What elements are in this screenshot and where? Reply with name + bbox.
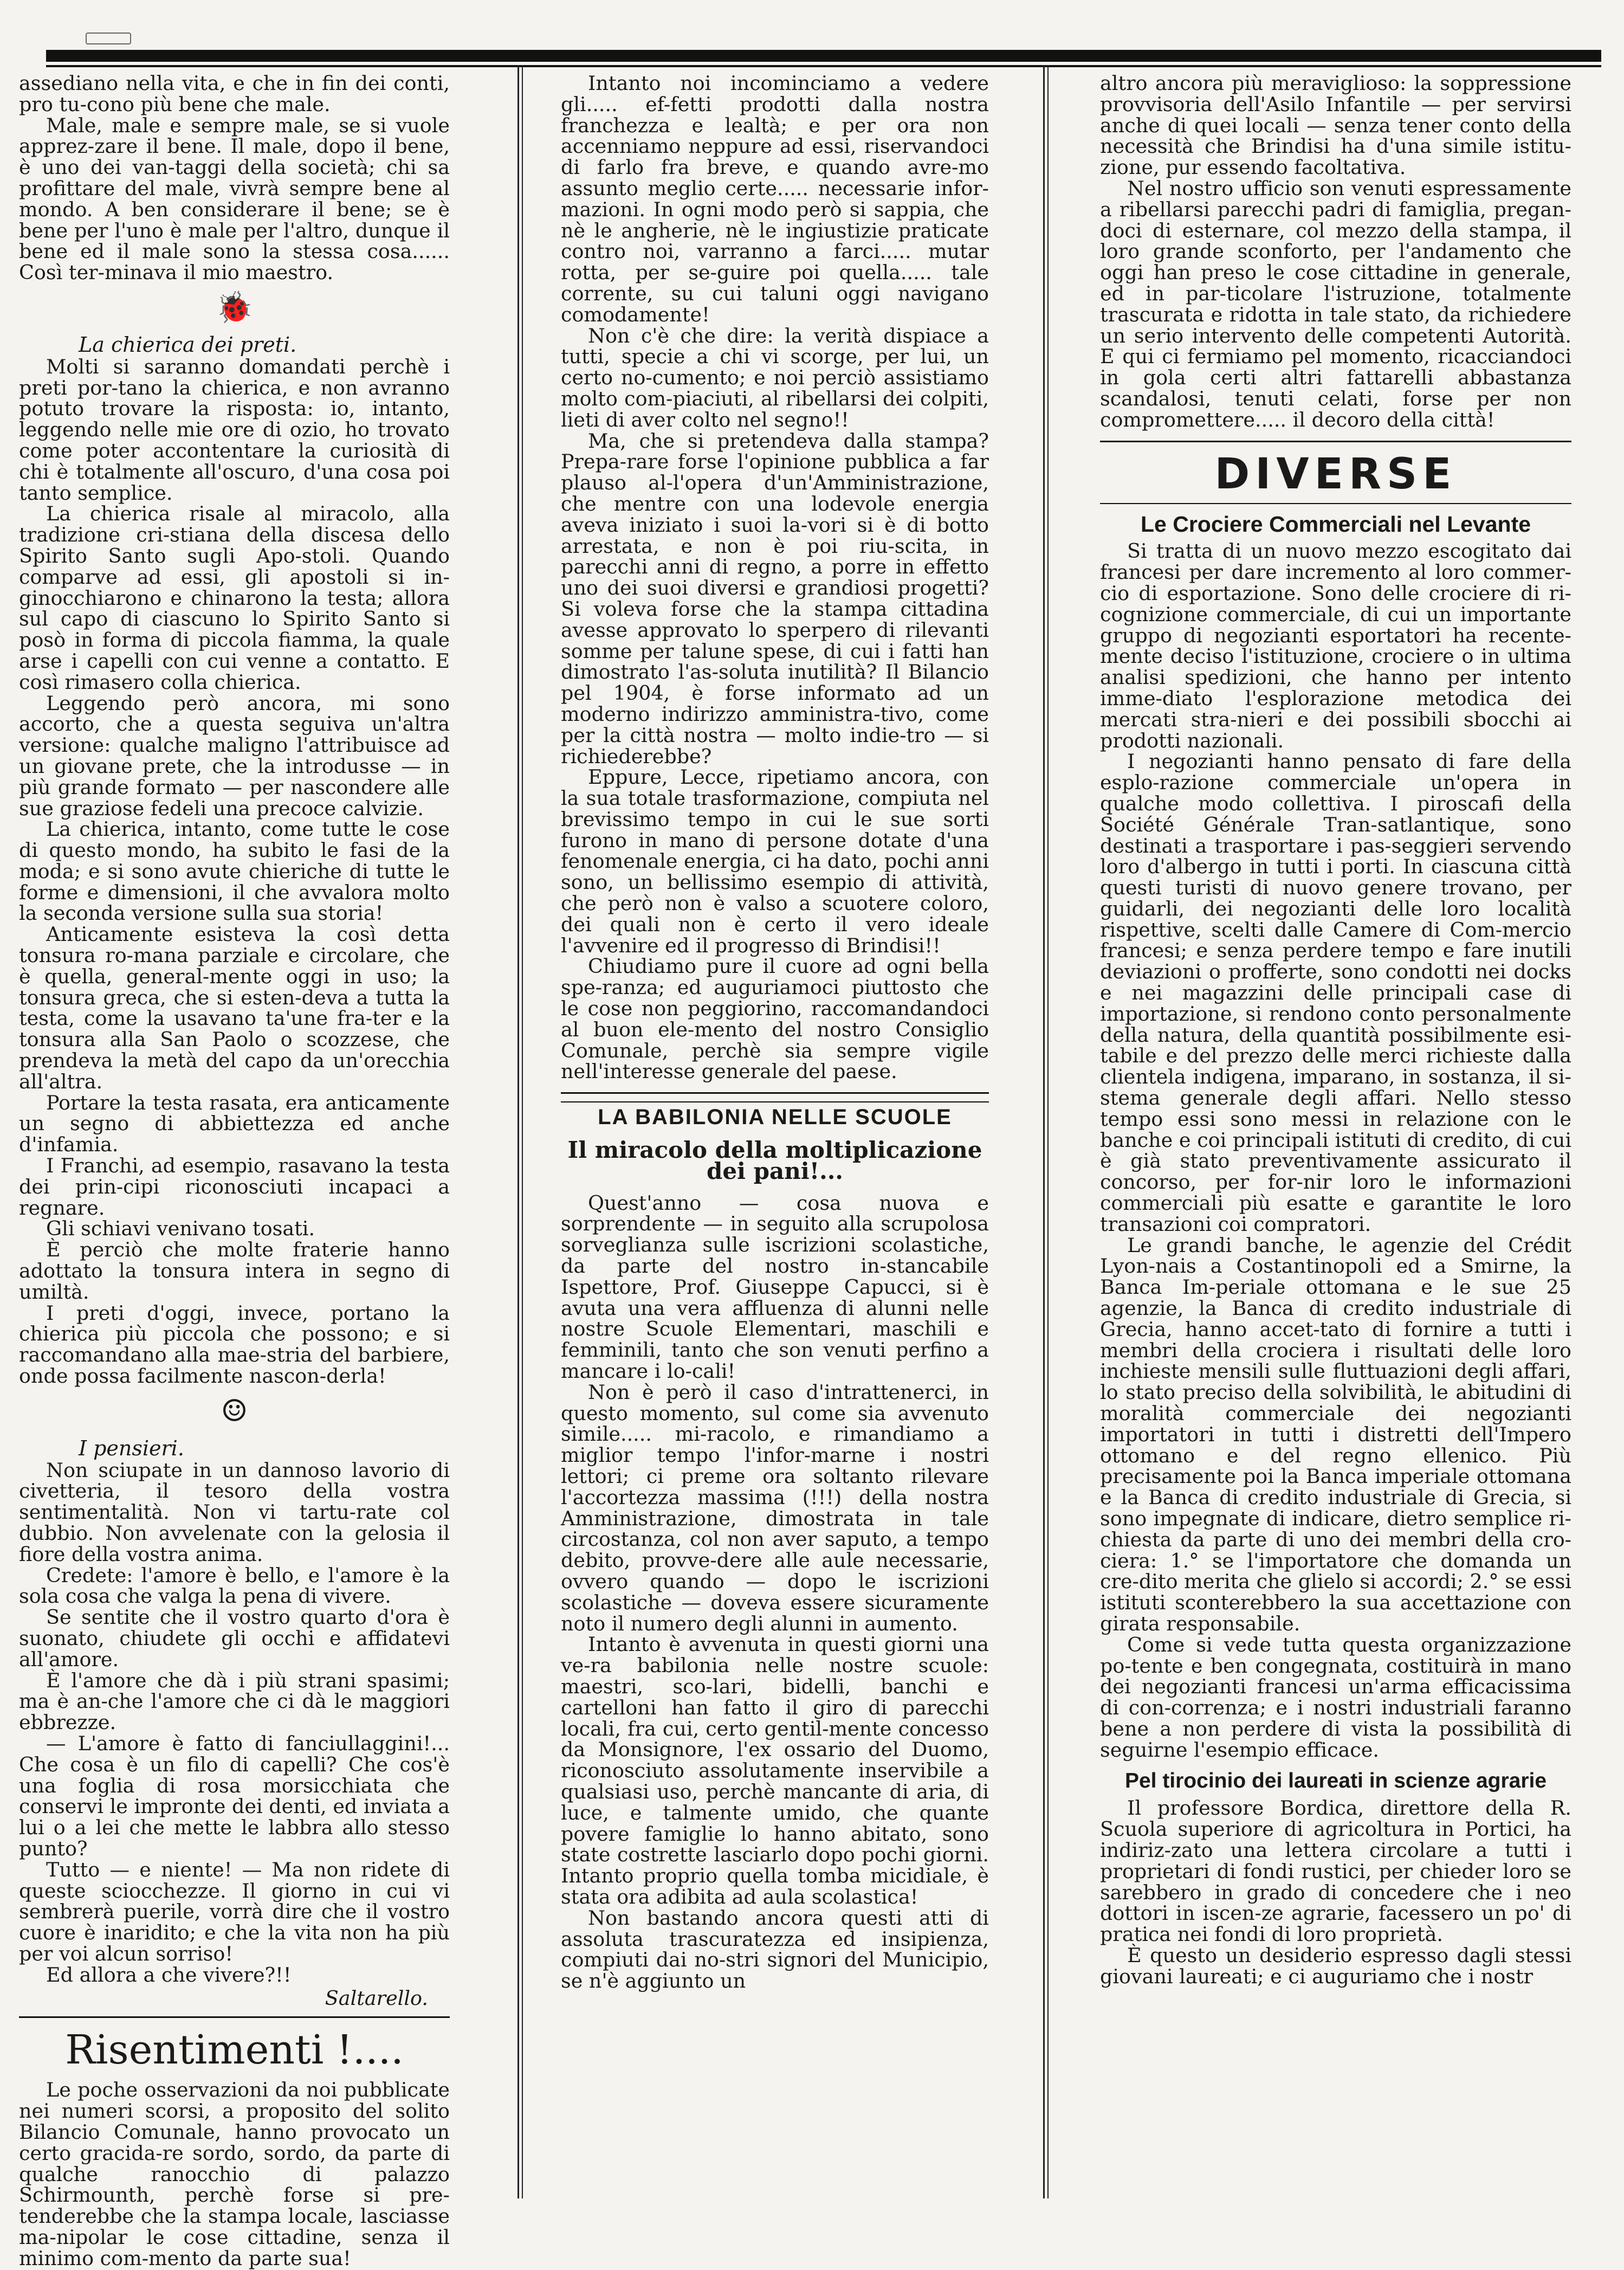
top-rule [46,50,1601,62]
headline-risentimenti: Risentimenti !.... [65,2027,404,2074]
top-rule-thin [46,65,1601,67]
paragraph: Nel nostro ufficio son venuti espressamente a ribellarsi parecchi padri di famiglia, pregan-doci di esternare, col mezzo della stampa, il loro grande sconforto, per l'andamento che oggi han preso le cose cittadine in generale, ed in par-ticolare l'istruzione, totalmente trascurata e ridotta in tale stato, da richiedere un serio intervento delle competenti Autorità. E qui ci fermiamo pel momento, ricacciandoci in gola certi altri fattarelli abbastanza scandalosi, tenuti celati, forse per non compromettere..... il decoro della città! [1100,176,1571,431]
paragraph: Portare la testa rasata, era anticamente un segno di abbiettezza ed anche d'infamia. [19,1091,450,1157]
paragraph: Tutto — e niente! — Ma non ridete di queste sciocchezze. Il giorno in cui vi sembrerà puerile, vorrà dire che il vostro cuore è inaridito; e che la vita non ha più per voi alcun sorriso! [19,1858,450,1965]
paragraph: assediano nella vita, e che in fin dei conti, pro tu-cono più bene che male. [19,72,450,116]
paragraph: Ma, che si pretendeva dalla stampa? Prepa-rare forse l'opinione pubblica a far plauso al-l'opera d'un'Amministrazione, che mentre con una lodevole energia aveva iniziato i suoi la-vori si è di botto arrestata, e non è poi riu-scita, in parecchi anni di regno, a porre in effetto uno dei suoi diversi e grandiosi progetti? Si voleva forse che la stampa cittadina avesse approvato lo sperpero di rilevanti somme per talune spese, di cui i fatti han dimostrato l'as-soluta inutilità? Il Bilancio pel 1904, è forse informato ad un moderno indirizzo amministra-tivo, come per la città nostra — molto indie-tro — si richiederebbe? [561,429,989,768]
paragraph: Non sciupate in un dannoso lavorio di civetteria, il tesoro della vostra sentimentalità. Non vi tartu-rate col dubbio. Non avvelenate con la gelosia il fiore della vostra anima. [19,1458,450,1566]
column-2 [561,73,989,2209]
face-ornament-icon: ☺ [221,1393,248,1429]
paragraph: Ed allora a che vivere?!! [46,1963,292,1987]
paragraph: È perciò che molte fraterie hanno adottato la tonsura intera in segno di umiltà. [19,1238,450,1304]
paragraph: Quest'anno — cosa nuova e sorprendente — in seguito alla scrupolosa sorveglianza sulle iscrizioni scolastiche, da parte del nostro in-stancabile Ispettore, Prof. Giuseppe Capucci, si è avuta una vera affluenza di alunni nelle nostre Scuole Elementari, maschili e femminili, tanto che son venuti perfino a mancare i lo-cali! [561,1191,989,1383]
subheadline-tirocinio: Pel tirocinio dei laureati in scienze agrarie [1124,1769,1547,1792]
paragraph: Come si vede tutta questa organizzazione po-tente e ben congegnata, costituirà in mano dei negozianti francesi un'arma efficacissima di con-correnza; e i nostri industriali faranno bene a non perdere di vista la possibilità di seguirne l'esempio efficace. [1100,1633,1571,1762]
section-rule-thin [561,1101,989,1102]
headline-babilonia: LA BABILONIA NELLE SCUOLE [598,1105,952,1130]
paragraph: Leggendo però ancora, mi sono accorto, che a questa seguiva un'altra versione: qualche maligno l'attribuisce ad un giovane prete, che la introdusse — in più grande formato — per nascondere alle sue graziose fedeli una precoce calvizie. [19,691,450,820]
column-divider [1043,65,1045,2198]
column-divider [517,65,519,2198]
paragraph: È questo un desiderio espresso dagli stessi giovani laureati; e ci auguriamo che i nostr [1100,1943,1571,1988]
paragraph: Male, male e sempre male, se si vuole apprez-zare il bene. Il male, dopo il bene, è uno dei van-taggi della società; chi sa profittare del male, vivrà sempre bene al mondo. A ben considerare il bene; se è bene per l'uno è male per l'altro, dunque il bene ed il male sono la stessa cosa...... Così ter-minava il mio maestro. [19,113,450,285]
section-rule-thin [1100,503,1571,504]
signature: Saltarello. [325,1986,428,2010]
paragraph: Intanto noi incominciamo a vedere gli..... ef-fetti prodotti dalla nostra franchezza e lealtà; e per ora non accenniamo neppure ad essi, riservandoci di farlo fra breve, e quando avre-mo assunto meglio certe..... necessarie infor-mazioni. In ogni modo però si sappia, che nè le angherie, nè le ingiustizie praticate contro noi, varranno a farci..... mutar rotta, per se-guire poi quella..... tale corrente, su cui taluni oggi navigano comodamente! [561,72,989,326]
subheadline-miracolo: Il miracolo della moltiplicazione dei pani!... [567,1137,982,1184]
paragraph: Le poche osservazioni da noi pubblicate nei numeri scorsi, a proposito del solito Bilancio Comunale, hanno provocato un certo gracida-re sordo, sordo, da parte di qualche ranocchio di palazzo Schirmounth, perchè forse si pre-tenderebbe che la stampa locale, lasciasse ma-nipolar le cose cittadine, senza il minimo com-mento da parte sua! [19,2078,450,2270]
section-rule [561,1092,989,1094]
paragraph: Credete: l'amore è bello, e l'amore è la sola cosa che valga la pena di vivere. [19,1563,450,1608]
section-title-pensieri: I pensieri. [79,1436,184,1460]
paragraph: Intanto è avvenuta in questi giorni una ve-ra babilonia nelle nostre scuole: maestri, sco-lari, bidelli, banchi e cartelloni han fatto il giro di parecchi locali, fra cui, certo gentil-mente concesso da Monsignore, l'ex ossario del Duomo, riconosciuto assolutamente inservibile a qualsiasi uso, perchè mancante di aria, di luce, e talmente umido, che quante povere famiglie lo hanno abitato, sono state costrette lasciarlo dopo pochi giorni. Intanto proprio quella tomba micidiale, è stata ora adibita ad aula scolastica! [561,1633,989,1908]
column-1 [19,72,450,2270]
column-3 [1100,73,1571,2209]
paragraph: Chiudiamo pure il cuore ad ogni bella spe-ranza; ed auguriamoci piuttosto che le cose non peggiorino, raccomandandoci al buon ele-mento del nostro Consiglio Comunale, perchè sia sempre vigile nell'interesse generale del paese. [561,955,989,1084]
paragraph: altro ancora più meraviglioso: la soppressione provvisoria dell'Asilo Infantile — per servirsi anche di quei locali — senza tener conto della necessità che Brindisi ha d'una simile istitu-zione, pur essendo facoltativa. [1100,72,1571,179]
paragraph: Non bastando ancora questi atti di assoluta trascuratezza ed insipienza, compiuti dai no-stri signori del Municipio, se n'è aggiunto un [561,1906,989,1993]
paragraph: Anticamente esisteva la così detta tonsura ro-mana parziale e circolare, che è quella, general-mente oggi in uso; la tonsura greca, che si esten-deva a tutta la testa, come la usavano ta'une fra-ter e la tonsura alla San Paolo o scozzese, che prendeva la metà del capo da un'orecchia all'altra. [19,923,450,1093]
section-rule [1100,441,1571,442]
headline-diverse: DIVERSE [1214,449,1457,499]
paragraph: Se sentite che il vostro quarto d'ora è suonato, chiudete gli occhi e affidatevi all'amore. [19,1605,450,1671]
paragraph: I negozianti hanno pensato di fare della esplo-razione commerciale un'opera in qualche modo collettiva. I piroscafi della Société Générale Tran-satlantique, sono destinati a trasportare i pas-seggieri servendo loro d'albergo in tutti i porti. In ciascuna città questi turisti di nuovo genere trovano, per guidarli, dei negozianti delle loro località rispettive, scelti dalle Camere di Com-mercio francesi; e senza perdere tempo e fare inutili deviazioni o profferte, sono condotti nei docks e nei magazzini delle principali case di importazione, si rendono conto personalmente della natura, della quantità possibilmente esi-tabile e del prezzo delle merci richieste dalla clientela indigena, imparano, in sostanza, il si-stema generale degli affari. Nello stesso tempo essi sono messi in relazione con le banche e coi principali istituti di credito, di cui è già stato preventivamente assicurato il concorso, per for-nir loro le informazioni commerciali più esatte e garantite le loro transazioni coi compratori. [1100,750,1571,1236]
paragraph: I preti d'oggi, invece, portano la chierica più piccola che possono; e si raccomandano alla mae-stria del barbiere, onde possa facilmente nascon-derla! [19,1301,450,1388]
paragraph: Eppure, Lecce, ripetiamo ancora, con la sua totale trasformazione, compiuta nel brevissimo tempo in cui le sue sorti furono in mano di persone dotate d'una fenomenale energia, ci ha dato, pochi anni sono, un bellissimo esempio di attività, che però non è valso a scuotere coloro, dei quali non è certo il vero ideale l'avvenire ed il progresso di Brindisi!! [561,765,989,957]
page-header-mark [86,33,131,44]
section-title-chierica: La chierica dei preti. [79,332,297,357]
subheadline-crociere: Le Crociere Commerciali nel Levante [1140,511,1531,537]
paragraph: Molti si saranno domandati perchè i preti por-tano la chierica, e non avranno potuto trovare la risposta: io, intanto, leggendo nelle mie ore di ozio, ho trovato come poter accontentare la curiosità di chi è totalmente all'oscuro, d'una cosa poi tanto semplice. [19,354,450,505]
section-rule [19,2016,450,2018]
paragraph: È l'amore che dà i più strani spasimi; ma è an-che l'amore che ci dà le maggiori ebbrezze. [19,1668,450,1734]
column-divider [1047,65,1049,2198]
paragraph: I Franchi, ad esempio, rasavano la testa dei prin-cipi riconosciuti incapaci a regnare. [19,1154,450,1220]
paragraph: Si tratta di un nuovo mezzo escogitato dai francesi per dare incremento al loro commer-cio di esportazione. Sono delle crociere di ri-cognizione commerciale, di cui un importante gruppo di negozianti esportatori ha recente-mente deciso l'istituzione, crociere o in ultima analisi spedizioni, che hanno per intento imme-diato l'esplorazione metodica dei mercati stra-nieri e dei possibili sbocchi ai prodotti nazionali. [1100,539,1571,752]
paragraph: Non c'è che dire: la verità dispiace a tutti, specie a chi vi scorge, per lui, un certo no-cumento; e noi perciò assistiamo molto com-piaciuti, al ribellarsi dei colpiti, lieti di aver colto nel segno!! [561,324,989,431]
paragraph: Il professore Bordica, direttore della R. Scuola superiore di agricoltura in Portici, ha indiriz-zato una lettera circolare a tutti i proprietari di fondi rustici, per chieder loro se sarebbero in grado di concedere che i neo dottori in iscen-ze agrarie, facessero un po' di pratica nei fondi di loro proprietà. [1100,1796,1571,1946]
column-divider [522,65,523,2198]
paragraph: Non è però il caso d'intrattenerci, in questo momento, sul come sia avvenuto simile..... mi-racolo, e rimandiamo a miglior tempo l'infor-marne i nostri lettori; ci preme ora soltanto rilevare l'accortezza massima (!!!) della nostra Amministrazione, dimostrata in tale circostanza, col non aver saputo, a tempo debito, provve-dere alle aule necessarie, ovvero quando — dopo le iscrizioni scolastiche — doveva essere sicuramente noto il numero degli alunni in aumento. [561,1380,989,1635]
paragraph: La chierica, intanto, come tutte le cose di questo mondo, ha subito le fasi de la moda; e si sono avute chieriche di tutte le forme e dimensioni, il che avvalora molto la seconda versione sulla sua storia! [19,817,450,925]
ladybug-ornament-icon: 🐞 [215,289,254,325]
paragraph: La chierica risale al miracolo, alla tradizione cri-stiana della discesa dello Spirito Santo sugli Apo-stoli. Quando comparve ad essi, gli apostoli si in-ginocchiarono e chinarono la testa; allora sul capo di ciascuno lo Spirito Santo si posò in forma di piccola fiamma, la quale arse i capelli con cui venne a contatto. E così rimasero colla chierica. [19,502,450,694]
paragraph: — L'amore è fatto di fanciullaggini!... Che cosa è un filo di capelli? Che cos'è una foglia di rosa morsicchiata che conservi le impronte dei denti, ed inviata a lui o a lei che mette le labbra allo stesso punto? [19,1731,450,1860]
paragraph: Gli schiavi venivano tosati. [46,1217,315,1241]
paragraph: Le grandi banche, le agenzie del Crédit Lyon-nais a Costantinopoli ed a Smirne, la Banca Im-periale ottomana e le sue 25 agenzie, la Banca di credito industriale di Grecia, hanno accet-tato di fornire a tutti i membri della crociera i risultati delle loro inchieste mensili sulle fluttuazioni degli affari, lo stato preciso della solvibilità, le abitudini di moralità commerciale dei negozianti importatori in tutti i distretti dell'Impero ottomano e del regno ellenico. Più precisamente poi la Banca imperiale ottomana e la Banca di credito industriale di Grecia, si sono impegnate di indicare, dietro semplice ri-chiesta da parte di uno dei membri della cro-ciera: 1.° se l'importatore che domanda un cre-dito merita che glielo si accordi; 2.° se essi istituti sconterebbero la sua accettazione con girata responsabile. [1100,1233,1571,1635]
